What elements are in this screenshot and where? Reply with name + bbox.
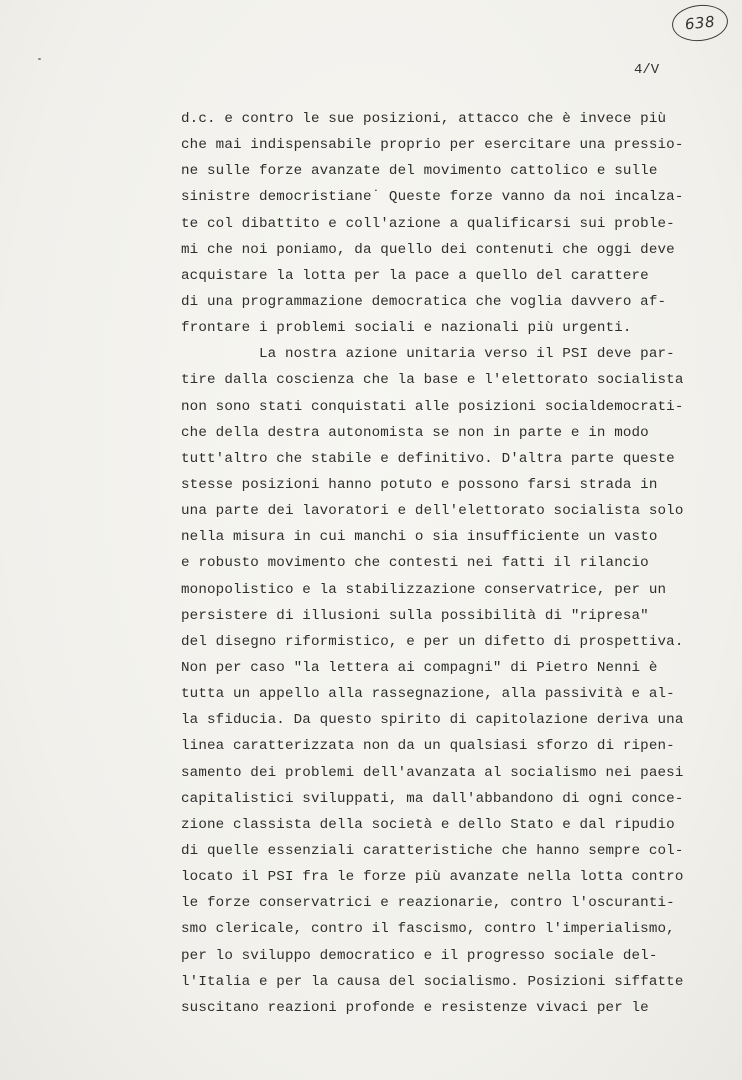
text-line: di una programmazione democratica che voglia davvero af- (181, 293, 667, 310)
text-line: zione classista della società e dello Stato e dal ripudio (181, 816, 675, 833)
text-line: di quelle essenziali caratteristiche che hanno sempre col- (181, 842, 684, 859)
archive-stamp-number: 638 (684, 12, 716, 34)
text-line: del disegno riformistico, e per un difetto di prospettiva. (181, 633, 684, 650)
text-line: che mai indispensabile proprio per esercitare una pressio- (181, 137, 684, 154)
text-line: mi che noi poniamo, da quello dei contenuti che oggi deve (181, 241, 675, 258)
text-line: tutt'altro che stabile e definitivo. D'altra parte queste (181, 450, 675, 467)
text-line: una parte dei lavoratori e dell'elettorato socialista solo (181, 503, 684, 520)
text-line: Non per caso "la lettera ai compagni" di Pietro Nenni è (181, 659, 658, 676)
text-line: frontare i problemi sociali e nazionali più urgenti. (181, 320, 632, 337)
text-line: ne sulle forze avanzate del movimento cattolico e sulle (181, 163, 658, 180)
text-line: sinistre democristiane˙ Queste forze vanno da noi incalza- (181, 189, 684, 206)
text-line: e robusto movimento che contesti nei fatti il rilancio (181, 555, 649, 572)
text-line: non sono stati conquistati alle posizioni socialdemocrati- (181, 398, 684, 415)
text-line: acquistare la lotta per la pace a quello del carattere (181, 267, 649, 284)
text-line: l'Italia e per la causa del socialismo. Posizioni siffatte (181, 973, 684, 990)
text-line: tire dalla coscienza che la base e l'elettorato socialista (181, 372, 684, 389)
text-line: persistere di illusioni sulla possibilità di "ripresa" (181, 607, 649, 624)
text-line: d.c. e contro le sue posizioni, attacco che è invece più (181, 111, 667, 127)
text-line: tutta un appello alla rassegnazione, alla passività e al- (181, 686, 675, 703)
text-line: te col dibattito e coll'azione a qualificarsi sui proble- (181, 215, 675, 232)
page-number: 4/V (634, 62, 660, 78)
text-line: La nostra azione unitaria verso il PSI deve par- (181, 346, 675, 363)
text-line: le forze conservatrici e reazionarie, contro l'oscuranti- (181, 895, 675, 912)
text-line: capitalistici sviluppati, ma dall'abbandono di ogni conce- (181, 790, 684, 807)
text-line: locato il PSI fra le forze più avanzate nella lotta contro (181, 869, 684, 886)
text-line: suscitano reazioni profonde e resistenze vivaci per le (181, 999, 649, 1016)
text-line: che della destra autonomista se non in parte e in modo (181, 424, 649, 441)
paper-speck (38, 58, 41, 60)
text-line: la sfiducia. Da questo spirito di capitolazione deriva una (181, 712, 684, 729)
text-line: smo clericale, contro il fascismo, contro l'imperialismo, (181, 921, 675, 938)
archive-stamp (670, 2, 729, 44)
text-line: monopolistico e la stabilizzazione conservatrice, per un (181, 581, 667, 598)
text-line: nella misura in cui manchi o sia insufficiente un vasto (181, 529, 658, 546)
text-line: samento dei problemi dell'avanzata al socialismo nei paesi (181, 764, 684, 781)
text-line: per lo sviluppo democratico e il progresso sociale del- (181, 947, 658, 964)
text-line: stesse posizioni hanno potuto e possono farsi strada in (181, 476, 658, 493)
body-text (181, 106, 701, 1021)
text-line: linea caratterizzata non da un qualsiasi sforzo di ripen- (181, 738, 675, 755)
